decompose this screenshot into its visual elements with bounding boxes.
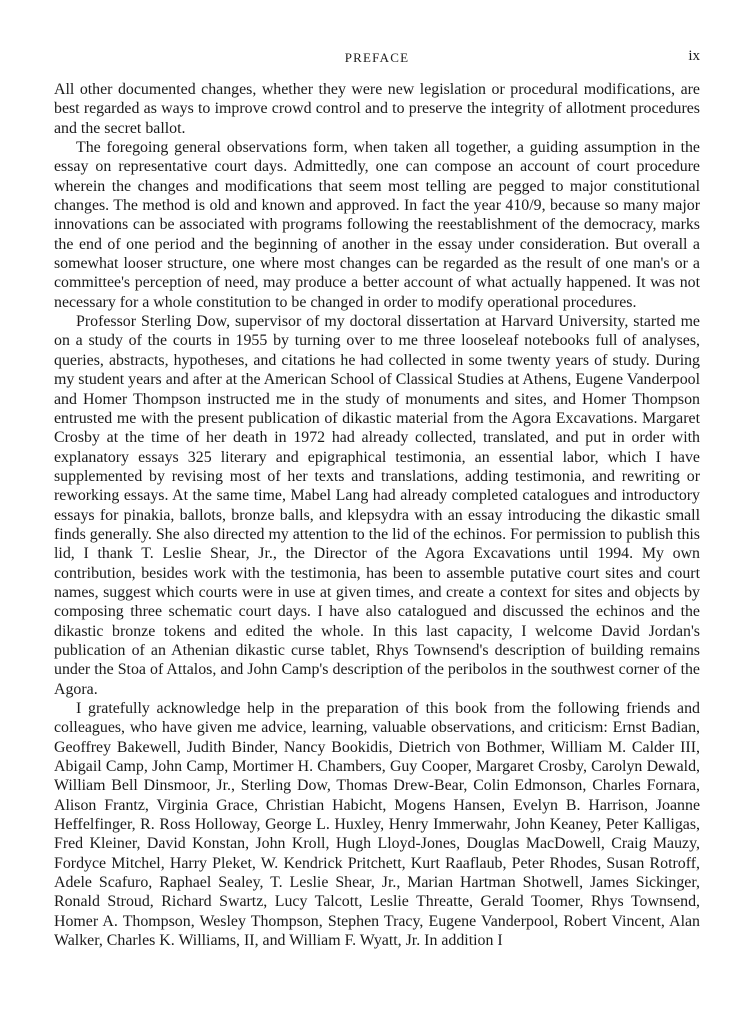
paragraph-acknowledgments: I gratefully acknowledge help in the preparation of this book from the following friends and colleagues, who have given me advice, learning, valuable observations, and criticism: Ernst Badian, Geoffrey Bakewell, Judith Binder, Nancy Bookidis, Dietrich von Bothmer, William M. Calder III, Abigail Camp, John Camp, Mortimer H. Chambers, Guy Cooper, Margaret Crosby, Carolyn Dewald, William Bell Dinsmoor, Jr., Sterling Dow, Thomas Drew-Bear, Colin Edmonson, Charles Fornara, Alison Frantz, Virginia Grace, Christian Habicht, Mogens Hansen, Evelyn B. Harrison, Joanne Heffelfinger, R. Ross Holloway, George L. Huxley, Henry Immerwahr, John Keaney, Peter Kalligas, Fred Kleiner, David Konstan, John Kroll, Hugh Lloyd-Jones, Douglas MacDowell, Craig Mauzy, Fordyce Mitchel, Harry Pleket, W. Kendrick Pritchett, Kurt Raaflaub, Peter Rhodes, Susan Rotroff, Adele Scafuro, Raphael Sealey, T. Leslie Shear, Jr., Marian Hartman Shotwell, James Sickinger, Ronald Stroud, Richard Swartz, Lucy Talcott, Leslie Threatte, Gerald Toomer, Rhys Townsend, Homer A. Thompson, Wesley Thompson, Stephen Tracy, Eugene Vanderpool, Robert Vincent, Alan Walker, Charles K. Williams, II, and William F. Wyatt, Jr. In addition I (54, 700, 700, 950)
body-text (54, 80, 700, 950)
paragraph-continued: All other documented changes, whether they were new legislation or procedural modifications, are best regarded as ways to improve crowd control and to preserve the integrity of allotment procedures and the secret ballot. (54, 81, 700, 137)
page-number: ix (688, 48, 700, 64)
paragraph-history: Professor Sterling Dow, supervisor of my doctoral dissertation at Harvard University, started me on a study of the courts in 1955 by turning over to me three looseleaf notebooks full of analyses, queries, abstracts, hypotheses, and citations he had collected in some twenty years of study. During my student years and after at the American School of Classical Studies at Athens, Eugene Vanderpool and Homer Thompson instructed me in the study of monuments and sites, and Homer Thompson entrusted me with the present publication of dikastic material from the Agora Excavations. Margaret Crosby at the time of her death in 1972 had already collected, translated, and put in order with explanatory essays 325 literary and epigraphical testimonia, an essential labor, which I have supplemented by revising most of her texts and translations, adding testimonia, and rewriting or reworking essays. At the same time, Mabel Lang had already completed catalogues and introductory essays for pinakia, ballots, bronze balls, and klepsydra with an essay introducing the dikastic small finds generally. She also directed my attention to the lid of the echinos. For permission to publish this lid, I thank T. Leslie Shear, Jr., the Director of the Agora Excavations until 1994. My own contribution, besides work with the testimonia, has been to assemble putative court sites and court names, suggest which courts were in use at given times, and create a context for sites and objects by composing three schematic court days. I have also catalogued and discussed the echinos and the dikastic bronze tokens and edited the whole. In this last capacity, I welcome David Jordan's publication of an Athenian dikastic curse tablet, Rhys Townsend's description of building remains under the Stoa of Attalos, and John Camp's description of the peribolos in the southwest corner of the Agora. (54, 313, 700, 698)
running-title: PREFACE (344, 50, 410, 65)
paragraph-observations: The foregoing general observations form, when taken all together, a guiding assumption in the essay on representative court days. Admittedly, one can compose an account of court procedure wherein the changes and modifications that seem most telling are pegged to major constitutional changes. The method is old and known and approved. In fact the year 410/9, because so many major innovations can be associated with programs following the reestablishment of the democracy, marks the end of one period and the beginning of another in the essay under consideration. But overall a somewhat looser structure, one where most changes can be regarded as the result of one man's or a committee's perception of need, may produce a better account of what actually happened. It was not necessary for a whole constitution to be changed in order to modify operational procedures. (54, 139, 700, 311)
running-head (54, 50, 700, 70)
